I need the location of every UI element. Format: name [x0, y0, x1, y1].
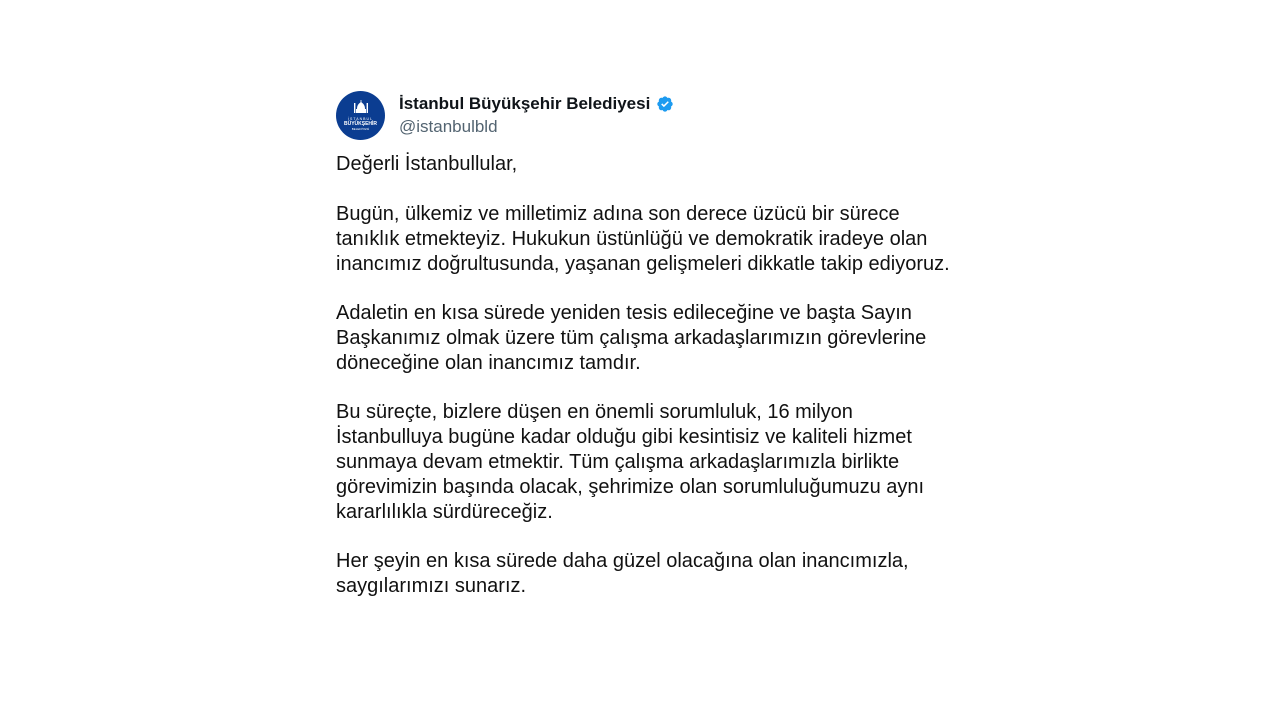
display-name[interactable]: İstanbul Büyükşehir Belediyesi [399, 93, 651, 113]
tweet-card [336, 90, 976, 623]
account-handle[interactable]: @istanbulbld [399, 116, 498, 136]
account-names [399, 93, 674, 138]
tweet-body [336, 152, 976, 599]
display-name-row [399, 93, 674, 115]
verified-badge-icon [656, 95, 674, 113]
tweet-paragraph: Bugün, ülkemiz ve milletimiz adına son derece üzücü bir sürece tanıklık etmekteyiz. Hukukun üstünlüğü ve demokratik iradeye olan inancımız doğrultusunda, yaşanan gelişmeleri dikkatle takip ediyoruz. [336, 203, 950, 275]
tweet-header [336, 90, 976, 140]
avatar-logo-line2: BÜYÜKŞEHİR [343, 120, 378, 127]
avatar[interactable] [336, 91, 385, 140]
mosque-logo-icon [352, 100, 370, 116]
tweet-paragraph: Adaletin en kısa sürede yeniden tesis edileceğine ve başta Sayın Başkanımız olmak üzere tüm çalışma arkadaşlarımızın görevlerine döneceğine olan inancımız tamdır. [336, 302, 927, 374]
tweet-paragraph-closing: Her şeyin en kısa sürede daha güzel olacağına olan inancımızla, saygılarımızı sunarız. [336, 550, 909, 597]
tweet-paragraph-greeting: Değerli İstanbullular, [336, 153, 518, 175]
tweet-paragraph: Bu süreçte, bizlere düşen en önemli sorumluluk, 16 milyon İstanbulluya bugüne kadar olduğu gibi kesintisiz ve kaliteli hizmet sunmaya devam etmektir. Tüm çalışma arkadaşlarımızla birlikte görevimizin başında olacak, şehrimize olan sorumluluğumuzu aynı kararlılıkla sürdüreceğiz. [336, 401, 925, 523]
avatar-logo-line1: İSTANBUL [348, 116, 373, 121]
avatar-logo-line3: BELEDİYESİ [351, 126, 370, 131]
